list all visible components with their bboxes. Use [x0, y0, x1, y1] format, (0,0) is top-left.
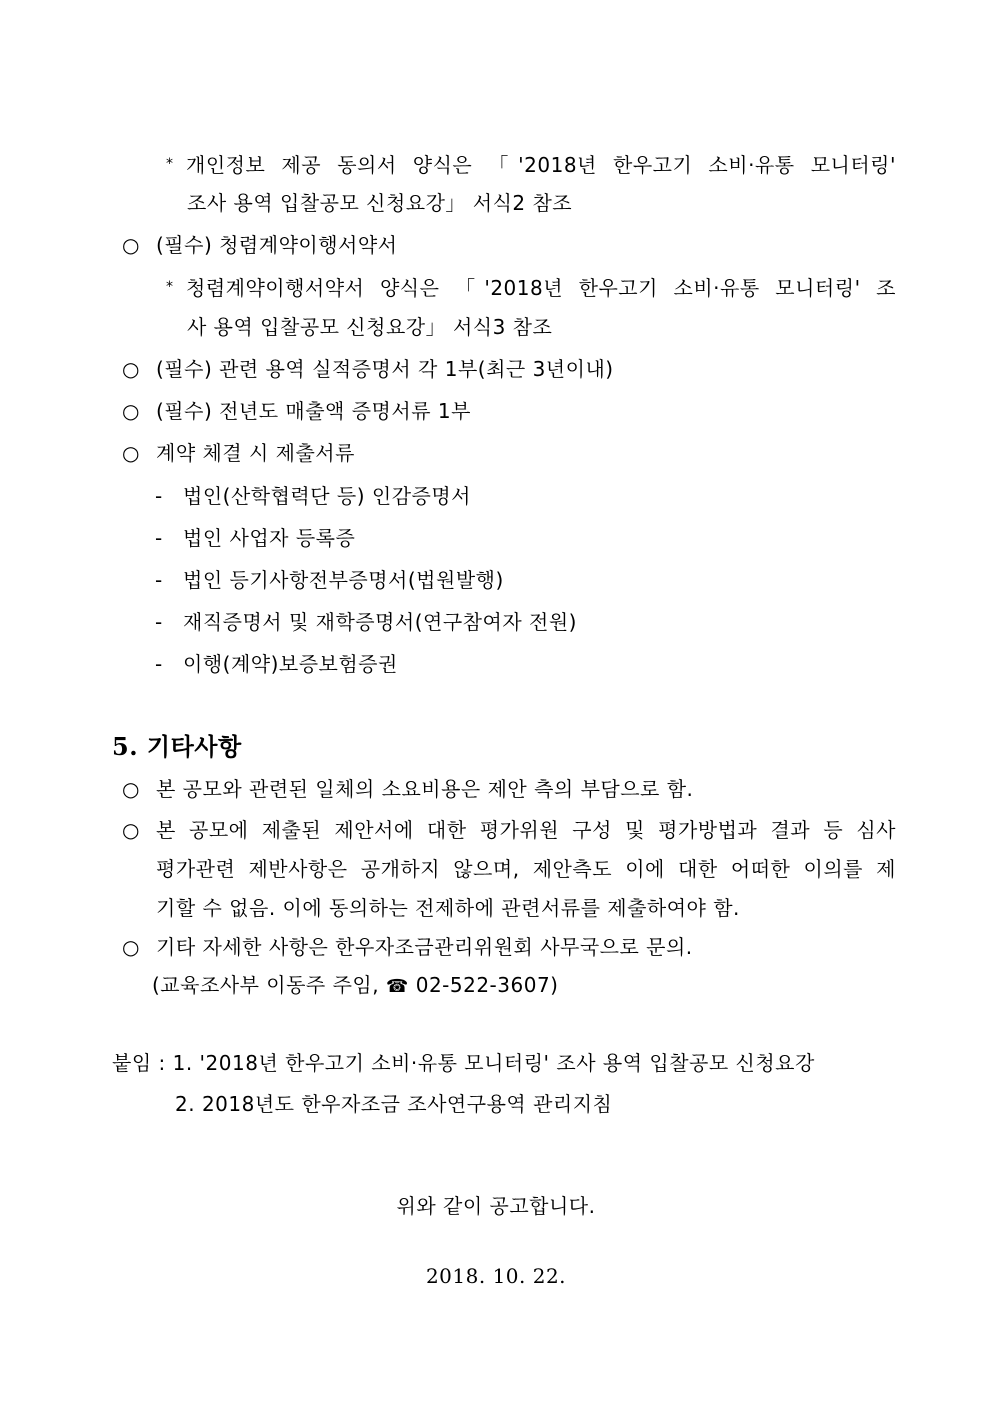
- circle-bullet: ○: [122, 818, 140, 842]
- item-integrity-pledge: [122, 232, 397, 258]
- attachment-item1: 1. '2018년 한우고기 소비·유통 모니터링' 조사 용역 입찰공모 신청요강: [172, 1051, 815, 1075]
- dash-bullet: -: [155, 652, 163, 676]
- note-asterisk: *: [166, 279, 174, 295]
- dash-bullet: -: [155, 568, 163, 592]
- section5-item1-text: 본 공모와 관련된 일체의 소요비용은 제안 측의 부담으로 함.: [156, 777, 694, 801]
- section5-item2-line2: 평가관련 제반사항은 공개하지 않으며, 제안측도 이에 대한 어떠한 이의를 제: [156, 857, 896, 881]
- contract-doc-text: 재직증명서 및 재학증명서(연구참여자 전원): [183, 610, 577, 634]
- section5-item1: [122, 776, 693, 802]
- integrity-note-text1: 청렴계약이행서약서 양식은 「'2018년 한우고기 소비·유통 모니터링' 조: [186, 276, 896, 300]
- announcement-date: 2018. 10. 22.: [425, 1264, 567, 1288]
- dash-bullet: -: [155, 526, 163, 550]
- contract-doc-item: [155, 651, 398, 677]
- contract-doc-text: 법인(산학협력단 등) 인감증명서: [183, 484, 471, 508]
- circle-bullet: ○: [122, 935, 140, 959]
- contract-doc-item: [155, 525, 355, 551]
- circle-bullet: ○: [122, 357, 140, 381]
- contract-doc-item: [155, 567, 504, 593]
- dash-bullet: -: [155, 484, 163, 508]
- closing-statement: 위와 같이 공고합니다.: [396, 1194, 596, 1218]
- attachment-item2: 2. 2018년도 한우자조금 조사연구용역 관리지침: [175, 1092, 613, 1116]
- privacy-form-note-text1: 개인정보 제공 동의서 양식은 「'2018년 한우고기 소비·유통 모니터링': [186, 153, 896, 177]
- contract-doc-item: [155, 609, 577, 635]
- circle-bullet: ○: [122, 233, 140, 257]
- item-sales-text: (필수) 전년도 매출액 증명서류 1부: [156, 399, 471, 423]
- item-integrity-pledge-text: (필수) 청렴계약이행서약서: [156, 233, 398, 257]
- item-contract-documents: [122, 440, 355, 466]
- contract-doc-text: 이행(계약)보증보험증권: [183, 652, 398, 676]
- privacy-form-note-line2: 조사 용역 입찰공모 신청요강」 서식2 참조: [187, 191, 573, 215]
- circle-bullet: ○: [122, 777, 140, 801]
- section5-item2-line3: 기할 수 없음. 이에 동의하는 전제하에 관련서류를 제출하여야 함.: [156, 896, 740, 920]
- integrity-note-line2: 사 용역 입찰공모 신청요강」 서식3 참조: [187, 315, 553, 339]
- contract-doc-text: 법인 사업자 등록증: [183, 526, 356, 550]
- privacy-form-note-line1: [166, 151, 896, 178]
- item-contract-text: 계약 체결 시 제출서류: [156, 441, 355, 465]
- contact-line: [152, 972, 558, 1000]
- section5-item3: [122, 934, 693, 960]
- dash-bullet: -: [155, 610, 163, 634]
- circle-bullet: ○: [122, 399, 140, 423]
- section5-item3-text: 기타 자세한 사항은 한우자조금관리위원회 사무국으로 문의.: [156, 935, 693, 959]
- phone-icon: ☎: [385, 976, 409, 997]
- circle-bullet: ○: [122, 441, 140, 465]
- contract-doc-text: 법인 등기사항전부증명서(법원발행): [183, 568, 504, 592]
- section5-item2-text1: 본 공모에 제출된 제안서에 대한 평가위원 구성 및 평가방법과 결과 등 심사: [156, 818, 896, 842]
- contact-prefix: (교육조사부 이동주 주임,: [152, 973, 380, 997]
- note-asterisk: *: [166, 156, 174, 172]
- integrity-note-line1: [166, 274, 896, 301]
- section5-item2-line1: [122, 817, 896, 843]
- item-performance-certificate: [122, 356, 614, 382]
- contact-phone: 02-522-3607): [415, 973, 559, 997]
- attachment-label: 붙임 :: [112, 1051, 166, 1075]
- attachment-line1: [112, 1050, 815, 1076]
- contract-doc-item: [155, 483, 471, 509]
- item-sales-certificate: [122, 398, 471, 424]
- item-performance-text: (필수) 관련 용역 실적증명서 각 1부(최근 3년이내): [156, 357, 614, 381]
- section5-heading: 5. 기타사항: [112, 732, 242, 761]
